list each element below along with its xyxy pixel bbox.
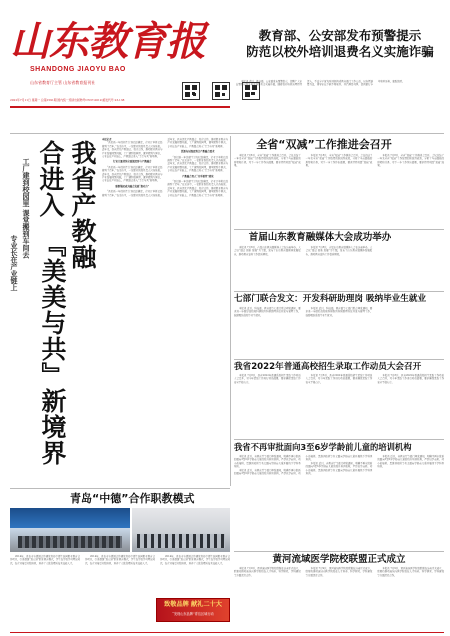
lead-story-body [102,138,228,486]
right-story-1 [234,136,444,228]
right-story-headline: 首届山东教育融媒体大会成功举办 [248,232,392,243]
qr-code-icon [212,82,230,100]
right-story-headline: 七部门联合发文：开发科研助理岗 吸纳毕业生就业 [234,294,427,304]
banner-line2: “发现山东品牌”青岛区域行动 [172,612,214,616]
right-story-headline: 我省2022年普通高校招生录取工作动员大会召开 [234,362,422,372]
issue-line: 2022年7月11日 星期一 总第1591期 国内统一连续出版物号CN37-0019 邮发代号 23-138 [10,98,125,102]
photo-stage [18,536,122,548]
lead-subhead: 资源布局深度契合产教融合需求 [181,150,215,154]
right-story-text: 本报讯 7月9日，黄河流域医学院校联盟在济南正式成立，联盟将推动流域内医学院校在人才培养、科学研究、学科建设等方面深度合作。 本报讯 7月9日，黄河流域医学院校联盟在济南正式成立，联盟将推动流域内医学院校在人才培养、科学研究、学科建设等方面深度合作。 本报讯 7月9日，黄河流域医学院校联盟在济南正式成立，联盟将推动流域内医学院校在人才培养、科学研究、学科建设等方面深度合作。 [234,567,444,577]
lead-paragraph: “我们新一年的招生计划已经确定，企业订单班已经排到了后年。”在采访中，一位职业院校负责人兴奋地说。近年来，我省深化产教融合、校企合作，推动职业教育与产业发展同频共振，工厂建到校园里，课堂搬到车间去，专业长在产业链上，产教融合进入“美美与共”新境界。 [102,165,163,183]
right-story-6 [234,552,444,634]
lead-subhead: 职教集团成为融合发展“推动力” [115,184,150,188]
bottom-paragraph: 2014年，青岛市与德国合作建设青岛中德生态园职业教育合作项目，引进德国“双元制”职业教育模式，学生在学校学习理论知识，在企业接受实践培训，培养了大批高素质技术技能人才。 [10,555,80,565]
bottom-story-body [10,555,230,634]
right-story-text: 本报讯 近日，省教育厅等部门印发通知，明确不再审批新的面向3至6岁学龄前儿童的校外培训机构，严禁以学前班、幼小衔接班、思维训练班等名义面向学龄前儿童开展线下学科类培训。 本报讯 近日，省教育厅等部门印发通知，明确不再审批新的面向3至6岁学龄前儿童的校外培训机构，严禁以学前班、幼小衔接班、思维训练班等名义面向学龄前儿童开展线下学科类培训。 本报讯 近日，省教育厅等部门印发通知，明确不再审批新的面向3至6岁学龄前儿童的校外培训机构，严禁以学前班、幼小衔接班、思维训练班等名义面向学龄前儿童开展线下学科类培训。 本报讯 近日，省教育厅等部门印发通知，明确不再审批新的面向3至6岁学龄前儿童的校外培训机构，严禁以学前班、幼小衔接班、思维训练班等名义面向学龄前儿童开展线下学科类培训。 [234,455,444,476]
lead-subhead: 行业力量持续全面深度参与产教融合 [113,160,152,164]
top-story-headline-line1: 教育部、公安部发布预警提示 [258,28,422,43]
masthead-supervisor: 山东省教育厅主管 山东省教育报刊社 [30,80,96,85]
right-story-5 [234,440,444,550]
masthead [10,8,205,108]
lead-paragraph: “我们新一年的招生计划已经确定，企业订单班已经排到了后年。”在采访中，一位职业院校负责人兴奋地说。近年来，我省深化产教融合、校企合作，推动职业教育与产业发展同频共振，工厂建到校园里，课堂搬到车间去，专业长在产业链上，产教融合进入“美美与共”新境界。 [167,180,228,197]
page-bottom-rule [10,632,444,633]
right-story-text: 本报讯 近日，科技部、教育部等七部门联合印发通知，要求进一步做好高校和科研院所科研助理岗位开发与管理工作，鼓励吸纳高校毕业生就业。 本报讯 近日，科技部、教育部等七部门联合印发通知，要求进一步做好高校和科研院所科研助理岗位开发与管理工作，鼓励吸纳高校毕业生就业。 [234,307,373,317]
bottom-story-headline [10,490,230,508]
right-story-headline: 我省不再审批面向3至6岁学龄前儿童的培训机构 [234,442,412,452]
right-story-text: 本报讯 7月8日，首届山东教育融媒体大会在济南举办。大会以“融合 创新 发展”为主题，发布了山东教育融媒体发展报告，推动教育宣传工作提质增效。 本报讯 7月8日，首届山东教育融媒体大会在济南举办。大会以“融合 创新 发展”为主题，发布了山东教育融媒体发展报告，推动教育宣传工作提质增效。 [234,246,373,256]
news-photo [132,508,230,552]
top-story-text: 本报讯 近日，教育部、公安部发布预警提示，提醒广大家长警惕以校外培训退费名义实施诈骗。随着校外培训治理持续深入，不法分子冒充培训机构或教育部门工作人员，以办理退费为由，诱导家长下载不明软件、开启屏幕共享、提供银行卡号和验证码，骗取钱财。 [236,80,405,87]
column-divider [230,136,231,486]
lead-headline-col2: 『美美与共』新境界 [38,232,67,466]
bottom-headline: 青岛“中德”合作职教模式 [70,492,195,505]
top-story [236,28,444,78]
lead-subhead: 产教融合育人“共享课堂”建设 [182,174,214,178]
right-story-headline: 全省“双减”工作推进会召开 [256,138,392,151]
lead-paragraph: “我们新一年的招生计划已经确定，企业订单班已经排到了后年。”在采访中，一位职业院校负责人兴奋地说。近年来，我省深化产教融合、校企合作，推动职业教育与产业发展同频共振，工厂建到校园里，课堂搬到车间去，专业长在产业链上，产教融合进入“美美与共”新境界。 [102,141,163,159]
news-photo [10,508,130,552]
bottom-paragraph: 2014年，青岛市与德国合作建设青岛中德生态园职业教育合作项目，引进德国“双元制”职业教育模式，学生在学校学习理论知识，在企业接受实践培训，培养了大批高素质技术技能人才。 [160,555,230,565]
qr-code-icon [182,82,200,100]
banner-ad [156,598,230,622]
masthead-title: 山东教育报 [10,18,205,65]
banner-line1: 致敬品牌 献礼二十大 [164,601,222,608]
top-story-body [236,80,444,130]
lead-subtitle-col1: 工厂建到校园里 课堂搬到车间去 [22,158,30,259]
top-divider [10,133,444,134]
right-story-4 [234,360,444,438]
lead-headline-col1: 我省产教融合进入 [36,140,97,270]
photo-stage [137,534,225,548]
masthead-pinyin: SHANDONG JIAOYU BAO [30,66,126,73]
lead-paragraph: “我们新一年的招生计划已经确定，企业订单班已经排到了后年。”在采访中，一位职业院校负责人兴奋地说。近年来，我省深化产教融合、校企合作，推动职业教育与产业发展同频共振，工厂建到校园里，课堂搬到车间去，专业长在产业链上，产教融合进入“美美与共”新境界。 [102,138,228,197]
top-story-headline-line2: 防范以校外培训退费名义实施诈骗 [246,44,434,59]
lead-byline: 本报记者 [102,138,112,141]
right-story-text: 本报讯 7月8日，全省“双减”工作推进会召开。会议总结了一年来全省“双减”工作取得的阶段性成效，分析了当前面临的形势和任务，对下一步工作作出部署，要求持续巩固“双减”成果。 本报讯 7月8日，全省“双减”工作推进会召开。会议总结了一年来全省“双减”工作取得的阶段性成效，分析了当前面临的形势和任务，对下一步工作作出部署，要求持续巩固“双减”成果。 本报讯 7月8日，全省“双减”工作推进会召开。会议总结了一年来全省“双减”工作取得的阶段性成效，分析了当前面临的形势和任务，对下一步工作作出部署，要求持续巩固“双减”成果。 [234,154,444,168]
right-story-3 [234,292,444,358]
right-story-2 [234,230,444,290]
masthead-divider [10,106,230,108]
bottom-divider [10,488,230,489]
right-story-headline: 黄河流域医学院校联盟正式成立 [272,554,406,565]
right-story-text: 本报讯 7月8日，我省2022年普通高校招生录取工作动员大会召开，对今年录取工作进行动员部署，要求确保录取工作安全平稳有序。 本报讯 7月8日，我省2022年普通高校招生录取工作动员大会召开，对今年录取工作进行动员部署，要求确保录取工作安全平稳有序。 本报讯 7月8日，我省2022年普通高校招生录取工作动员大会召开，对今年录取工作进行动员部署，要求确保录取工作安全平稳有序。 [234,374,444,384]
lead-subtitle-col2: 专业长在产业链上 [10,235,18,291]
bottom-paragraph: 2014年，青岛市与德国合作建设青岛中德生态园职业教育合作项目，引进德国“双元制”职业教育模式，学生在学校学习理论知识，在企业接受实践培训，培养了大批高素质技术技能人才。 [85,555,155,565]
lead-paragraph: “我们新一年的招生计划已经确定，企业订单班已经排到了后年。”在采访中，一位职业院校负责人兴奋地说。近年来，我省深化产教融合、校企合作，推动职业教育与产业发展同频共振，工厂建到校园里，课堂搬到车间去，专业长在产业链上，产教融合进入“美美与共”新境界。 [167,155,228,173]
